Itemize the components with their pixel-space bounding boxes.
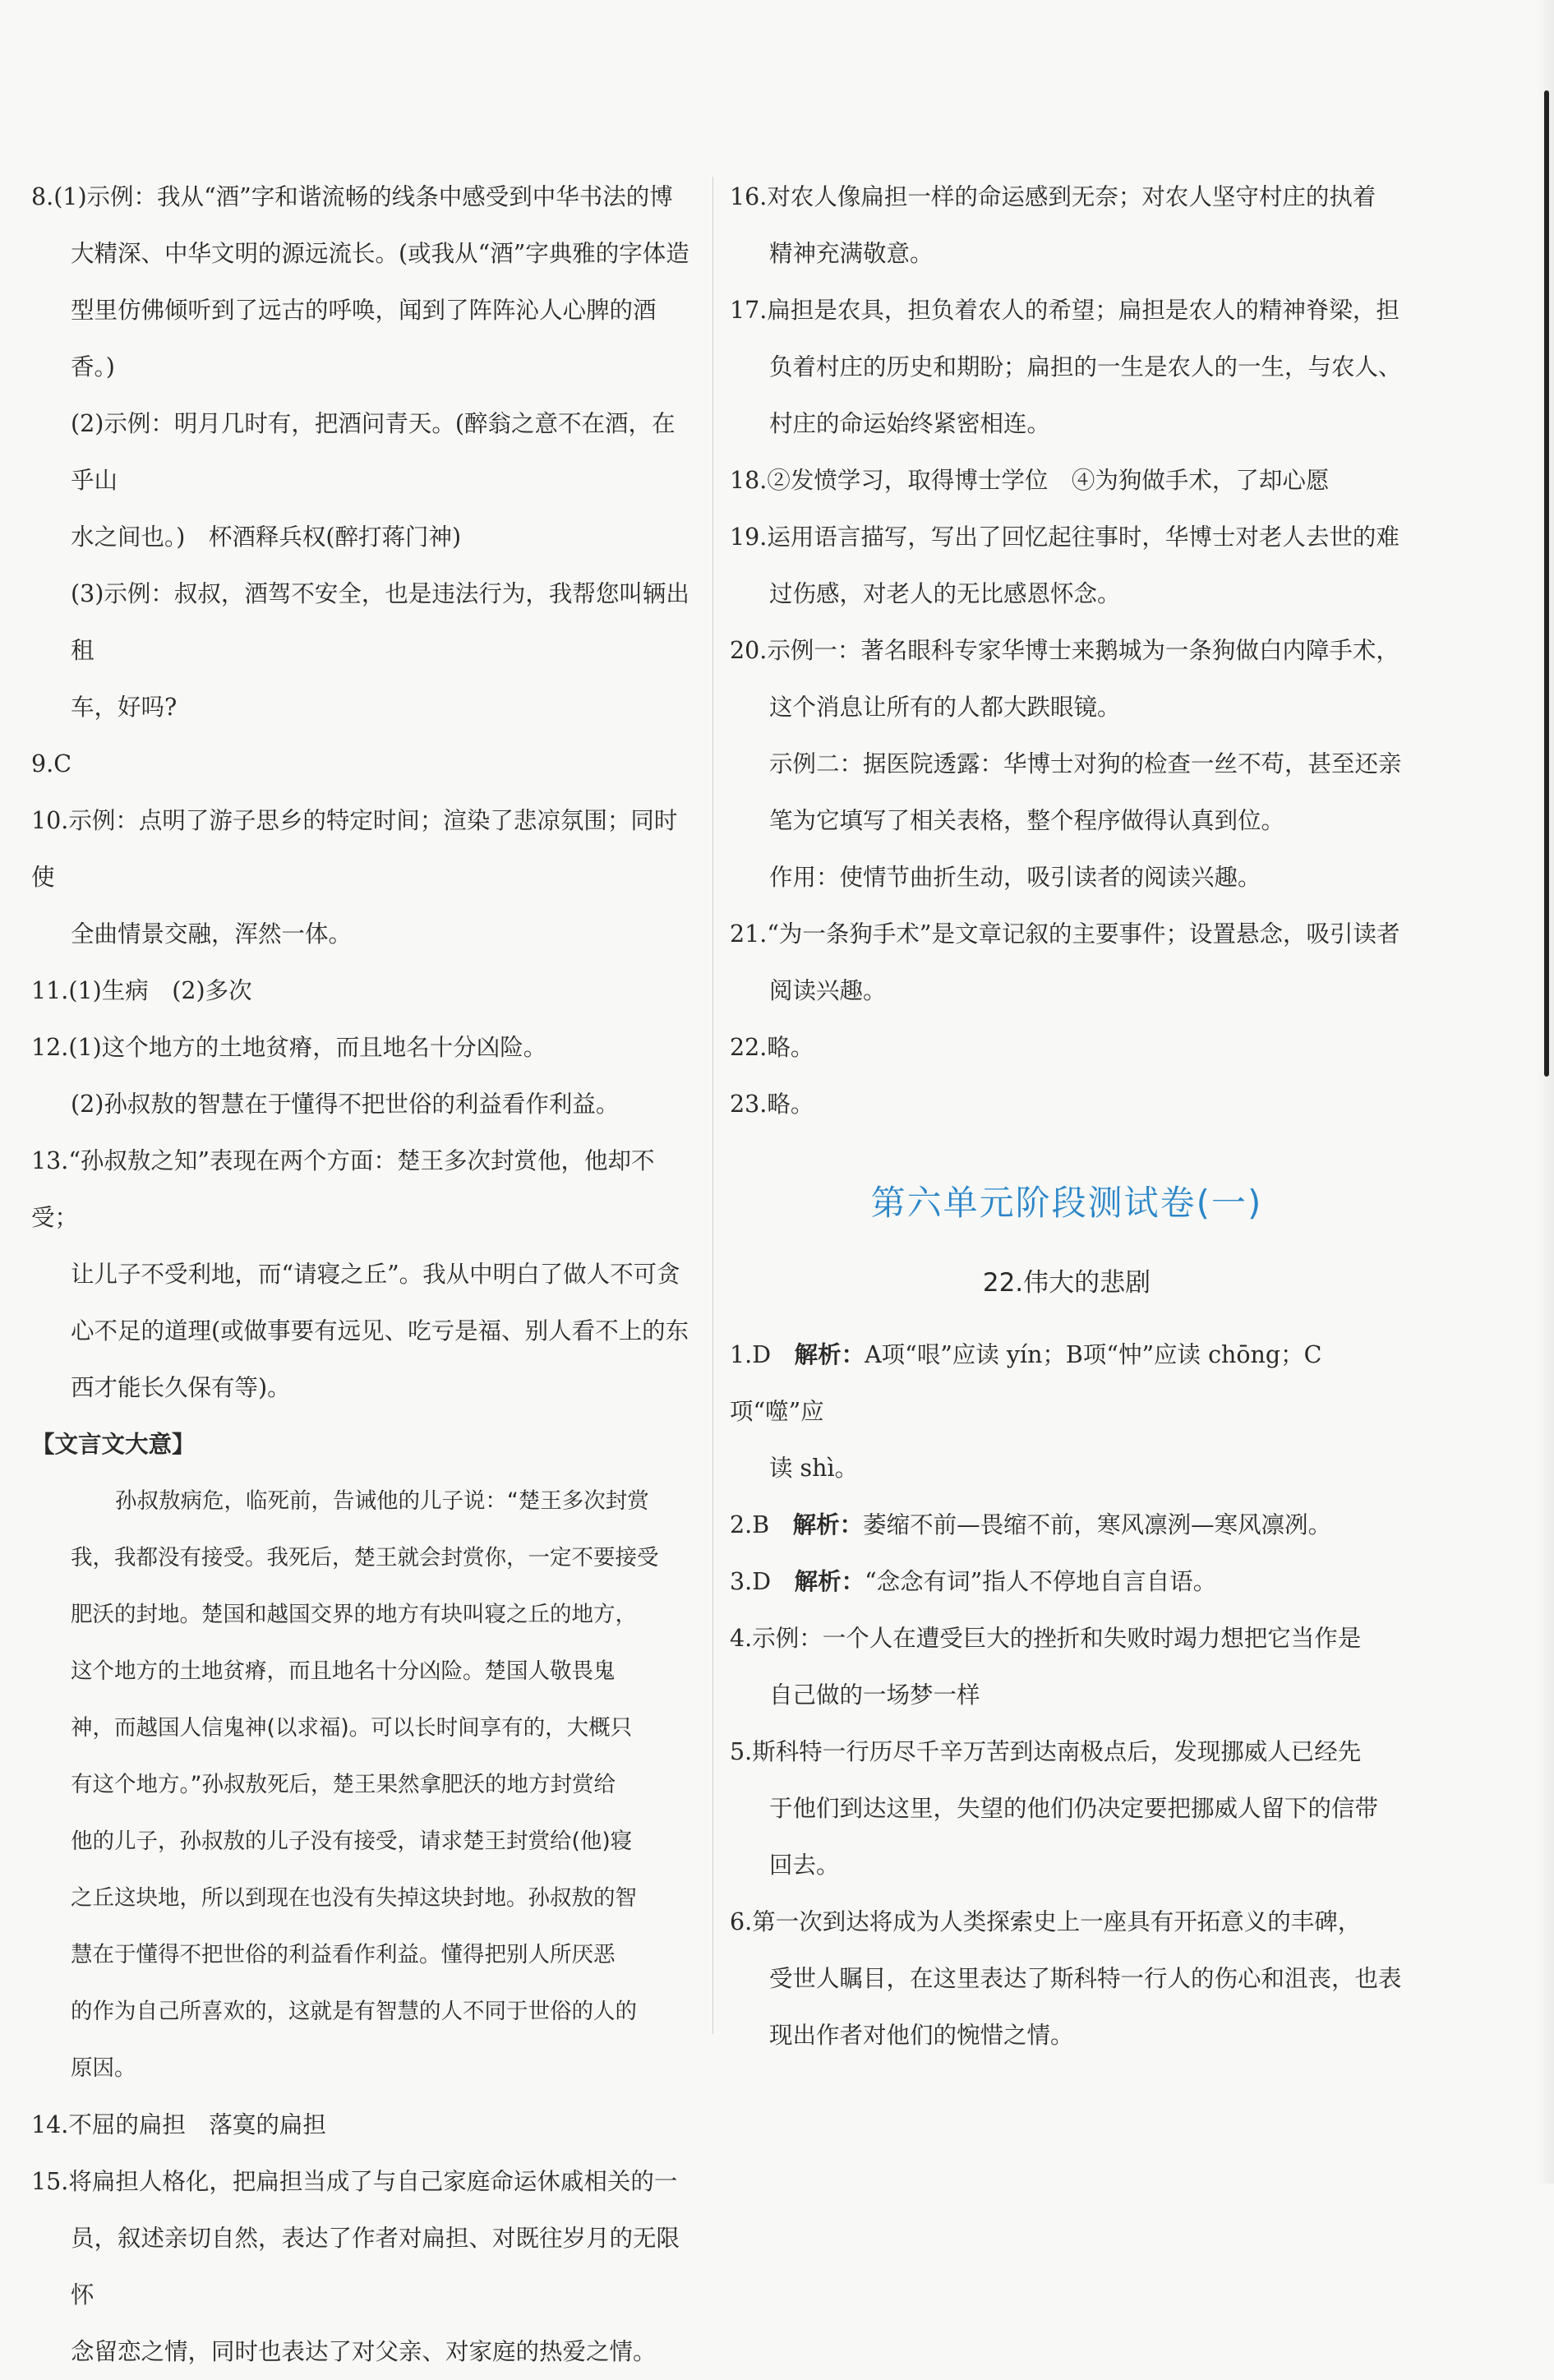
q10-line2: 全曲情景交融，浑然一体。 [71, 920, 353, 948]
a2-text: 萎缩不前—畏缩不前，寒风凛洌—寒风凛冽。 [863, 1511, 1332, 1538]
q8-line6: (3)示例：叔叔，酒驾不安全，也是违法行为，我帮您叫辆出租 [71, 580, 689, 664]
q17-line1: 17.扁担是农具，担负着农人的希望；扁担是农人的精神脊梁，担 [730, 297, 1400, 324]
q13-line1: 13.“孙叔敖之知”表现在两个方面：楚王多次封赏他，他却不受； [31, 1147, 655, 1231]
translation-line: 之丘这块地，所以到现在也没有失掉这块封地。孙叔敖的智 [71, 1885, 637, 1911]
q17-line3: 村庄的命运始终紧密相连。 [769, 410, 1051, 437]
q15-line1: 15.将扁担人格化，把扁担当成了与自己家庭命运休戚相关的一 [31, 2168, 678, 2195]
q15-line2: 员，叙述亲切自然，表达了作者对扁担、对既往岁月的无限怀 [71, 2225, 680, 2309]
column-divider [712, 177, 713, 2034]
translation-line: 原因。 [71, 2055, 136, 2081]
q13-line3: 心不足的道理(或做事要有远见、吃亏是福、别人看不上的东 [71, 1317, 689, 1345]
translation-line: 这个地方的土地贫瘠，而且地名十分凶险。楚国人敬畏鬼 [71, 1658, 616, 1684]
q11-answer: 11.(1)生病 (2)多次 [31, 977, 252, 1004]
q18-answer: 18.②发愤学习，取得博士学位 ④为狗做手术，了却心愿 [730, 467, 1330, 494]
translation-line: 的作为自己所喜欢的，这就是有智慧的人不同于世俗的人的 [71, 1999, 637, 2024]
q9-answer: 9.C [31, 750, 71, 777]
lesson-title: 22.伟大的悲剧 [982, 1268, 1151, 1298]
a2-analysis-label: 解析： [792, 1511, 864, 1538]
q12-line2: (2)孙叔敖的智慧在于懂得不把世俗的利益看作利益。 [71, 1091, 620, 1118]
a3-analysis-label: 解析： [794, 1568, 865, 1595]
q16-line1: 16.对农人像扁担一样的命运感到无奈；对农人坚守村庄的执着 [730, 183, 1376, 210]
translation-line: 我，我都没有接受。我死后，楚王就会封赏你，一定不要接受 [71, 1545, 659, 1571]
translation-line: 孙叔敖病危，临死前，告诫他的儿子说：“楚王多次封赏 [115, 1488, 649, 1514]
q8-line7: 车，好吗? [71, 694, 178, 721]
q10-line1: 10.示例：点明了游子思乡的特定时间；渲染了悲凉氛围；同时使 [31, 807, 678, 891]
q20-line4: 笔为它填写了相关表格，整个程序做得认真到位。 [769, 807, 1285, 834]
q19-line2: 过伤感，对老人的无比感恩怀念。 [769, 580, 1121, 607]
a5-line1: 5.斯科特一行历尽千辛万苦到达南极点后，发现挪威人已经先 [730, 1738, 1362, 1765]
a5-line3: 回去。 [769, 1852, 840, 1879]
q12-line1: 12.(1)这个地方的土地贫瘠，而且地名十分凶险。 [31, 1034, 547, 1061]
q17-line2: 负着村庄的历史和期盼；扁担的一生是农人的一生，与农人、 [769, 353, 1402, 381]
translation-line: 肥沃的封地。楚国和越国交界的地方有块叫寝之丘的地方， [71, 1602, 637, 1627]
a3-text: “念念有词”指人不停地自言自语。 [865, 1568, 1217, 1595]
a2-line [730, 1497, 1404, 1553]
left-column [31, 168, 693, 2380]
a1-text: A项“哏”应读 yín；B项“忡”应读 chōng；C项“噬”应 [730, 1341, 1322, 1425]
a4-line2: 自己做的一场梦一样 [769, 1681, 980, 1709]
binding-edge-mark [1544, 90, 1549, 1077]
a1-line2: 读 shì。 [769, 1455, 859, 1482]
q13-line2: 让儿子不受利地，而“请寝之丘”。我从中明白了做人不可贪 [71, 1261, 680, 1288]
q20-line2: 这个消息让所有的人都大跌眼镜。 [769, 694, 1121, 721]
a2-number: 2.B [730, 1511, 770, 1538]
q20-line3: 示例二：据医院透露：华博士对狗的检查一丝不苟，甚至还亲 [769, 750, 1402, 777]
a6-line1: 6.第一次到达将成为人类探索史上一座具有开拓意义的丰碑， [730, 1908, 1362, 1935]
a5-line2: 于他们到达这里，失望的他们仍决定要把挪威人留下的信带 [769, 1795, 1379, 1822]
translation-line: 慧在于懂得不把世俗的利益看作利益。懂得把别人所厌恶 [71, 1942, 616, 1967]
a6-line2: 受世人瞩目，在这里表达了斯科特一行人的伤心和沮丧，也表 [769, 1965, 1402, 1992]
a6-line3: 现出作者对他们的惋惜之情。 [769, 2022, 1074, 2049]
classical-translation-heading: 【文言文大意】 [31, 1431, 196, 1458]
q8-line2: 大精深、中华文明的源远流长。(或我从“酒”字典雅的字体造 [71, 240, 689, 267]
q22-answer: 22.略。 [730, 1034, 814, 1061]
q21-line1: 21.“为一条狗手术”是文章记叙的主要事件；设置悬念，吸引读者 [730, 920, 1400, 948]
q19-line1: 19.运用语言描写，写出了回忆起往事时，华博士对老人去世的难 [730, 524, 1400, 551]
q23-answer: 23.略。 [730, 1091, 814, 1118]
a4-line1: 4.示例：一个人在遭受巨大的挫折和失败时竭力想把它当作是 [730, 1625, 1362, 1652]
q13-line4: 西才能长久保有等)。 [71, 1374, 291, 1401]
q8-line1: 8.(1)示例：我从“酒”字和谐流畅的线条中感受到中华书法的博 [31, 183, 673, 210]
q8-line5: 水之间也。) 杯酒释兵权(醉打蒋门神) [71, 524, 462, 551]
a1-number: 1.D [730, 1341, 772, 1368]
q20-line5: 作用：使情节曲折生动，吸引读者的阅读兴趣。 [769, 864, 1261, 891]
right-column [730, 168, 1404, 2064]
translation-line: 有这个地方。”孙叔敖死后，楚王果然拿肥沃的地方封赏给 [71, 1772, 616, 1797]
classical-translation-text [31, 1473, 693, 2096]
q14-answer: 14.不屈的扁担 落寞的扁担 [31, 2111, 326, 2138]
q20-line1: 20.示例一：著名眼科专家华博士来鹅城为一条狗做白内障手术， [730, 637, 1400, 664]
translation-line: 他的儿子，孙叔敖的儿子没有接受，请求楚王封赏给(他)寝 [71, 1829, 633, 1854]
q8-line3: 型里仿佛倾听到了远古的呼唤，闻到了阵阵沁人心脾的酒香。) [71, 297, 657, 381]
translation-line: 神，而越国人信鬼神(以求福)。可以长时间享有的，大概只 [71, 1715, 633, 1741]
a1-line1 [730, 1326, 1404, 1440]
a3-number: 3.D [730, 1568, 772, 1595]
q8-line4: (2)示例：明月几时有，把酒问青天。(醉翁之意不在酒，在乎山 [71, 410, 676, 494]
a3-line [730, 1553, 1404, 1610]
q21-line2: 阅读兴趣。 [769, 977, 887, 1004]
q16-line2: 精神充满敬意。 [769, 240, 934, 267]
a1-analysis-label: 解析： [794, 1341, 865, 1368]
unit-title: 第六单元阶段测试卷(一) [870, 1183, 1263, 1223]
q15-line3: 念留恋之情，同时也表达了对父亲、对家庭的热爱之情。 [71, 2338, 657, 2365]
